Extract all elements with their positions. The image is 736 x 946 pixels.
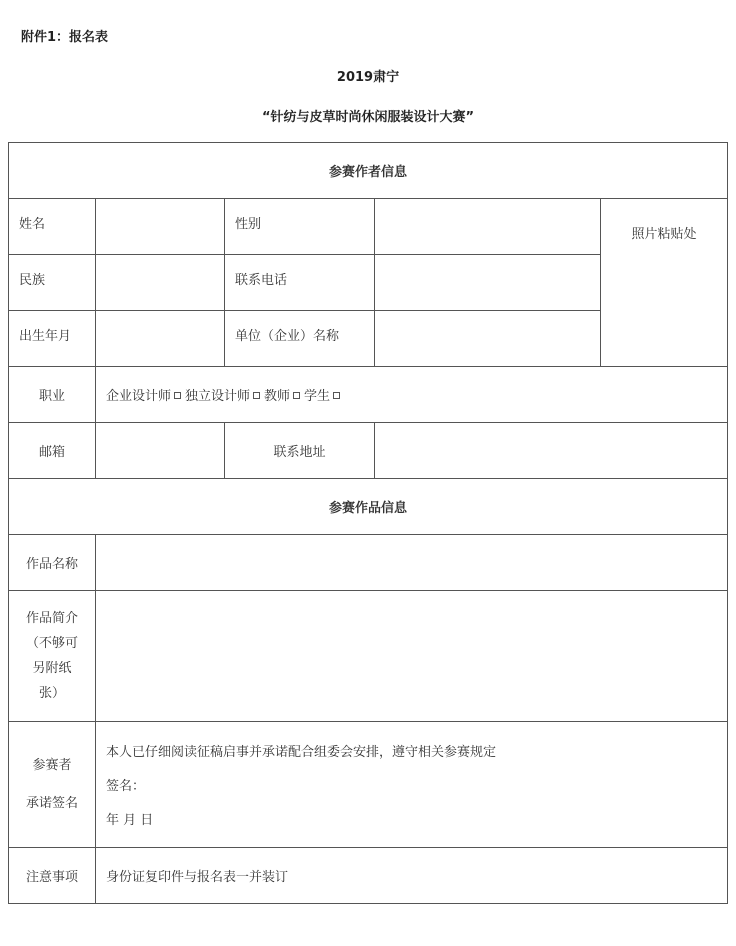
notes-text: 身份证复印件与报名表一并装订 <box>96 848 728 904</box>
photo-area <box>601 199 728 367</box>
date-label[interactable]: 年 月 日 <box>106 813 154 828</box>
name-field[interactable] <box>96 199 225 255</box>
sign-label-line: 参赛者 <box>32 757 72 773</box>
title-line-2: “针纺与皮草时尚休闲服装设计大赛” <box>261 110 475 125</box>
intro-label-line: （不够可 <box>25 636 78 651</box>
sign-label <box>9 722 96 848</box>
checkbox[interactable] <box>333 392 340 399</box>
signature-label[interactable]: 签名： <box>106 779 146 794</box>
intro-label-line: 张） <box>38 686 65 701</box>
gender-field[interactable] <box>375 199 601 255</box>
checkbox[interactable] <box>253 392 260 399</box>
birth-field[interactable] <box>96 311 225 367</box>
occupation-option-label: 学生 <box>304 389 331 404</box>
address-label: 联系地址 <box>225 423 375 479</box>
occupation-option-label: 教师 <box>264 389 291 404</box>
intro-label-line: 作品简介 <box>25 611 78 626</box>
company-label: 单位（企业）名称 <box>225 311 375 367</box>
phone-label: 联系电话 <box>225 255 375 311</box>
section-author-title: 参赛作者信息 <box>9 143 728 199</box>
registration-form-table <box>8 142 728 904</box>
birth-label: 出生年月 <box>9 311 96 367</box>
work-name-label: 作品名称 <box>9 535 96 591</box>
ethnicity-field[interactable] <box>96 255 225 311</box>
pledge-text: 本人已仔细阅读征稿启事并承诺配合组委会安排，遵守相关参赛规定 <box>106 745 497 760</box>
attachment-label: 附件1：报名表 <box>21 30 109 45</box>
checkbox[interactable] <box>293 392 300 399</box>
intro-label-line: 另附纸 <box>32 661 72 676</box>
name-label: 姓名 <box>9 199 96 255</box>
sign-area <box>96 722 728 848</box>
address-field[interactable] <box>375 423 728 479</box>
email-field[interactable] <box>96 423 225 479</box>
notes-label: 注意事项 <box>9 848 96 904</box>
phone-field[interactable] <box>375 255 601 311</box>
gender-label: 性别 <box>225 199 375 255</box>
company-field[interactable] <box>375 311 601 367</box>
sign-label-line: 承诺签名 <box>25 795 78 811</box>
checkbox[interactable] <box>174 392 181 399</box>
occupation-option-label: 独立设计师 <box>185 389 251 404</box>
work-name-field[interactable] <box>96 535 728 591</box>
title-line-1: 2019肃宁 <box>336 70 400 85</box>
email-label: 邮箱 <box>9 423 96 479</box>
occupation-label: 职业 <box>9 367 96 423</box>
ethnicity-label: 民族 <box>9 255 96 311</box>
section-work-title: 参赛作品信息 <box>9 479 728 535</box>
work-intro-field[interactable] <box>96 591 728 722</box>
work-intro-label <box>9 591 96 722</box>
occupation-option-label: 企业设计师 <box>106 389 172 404</box>
occupation-options <box>96 367 728 423</box>
photo-label: 照片粘贴处 <box>631 227 697 242</box>
